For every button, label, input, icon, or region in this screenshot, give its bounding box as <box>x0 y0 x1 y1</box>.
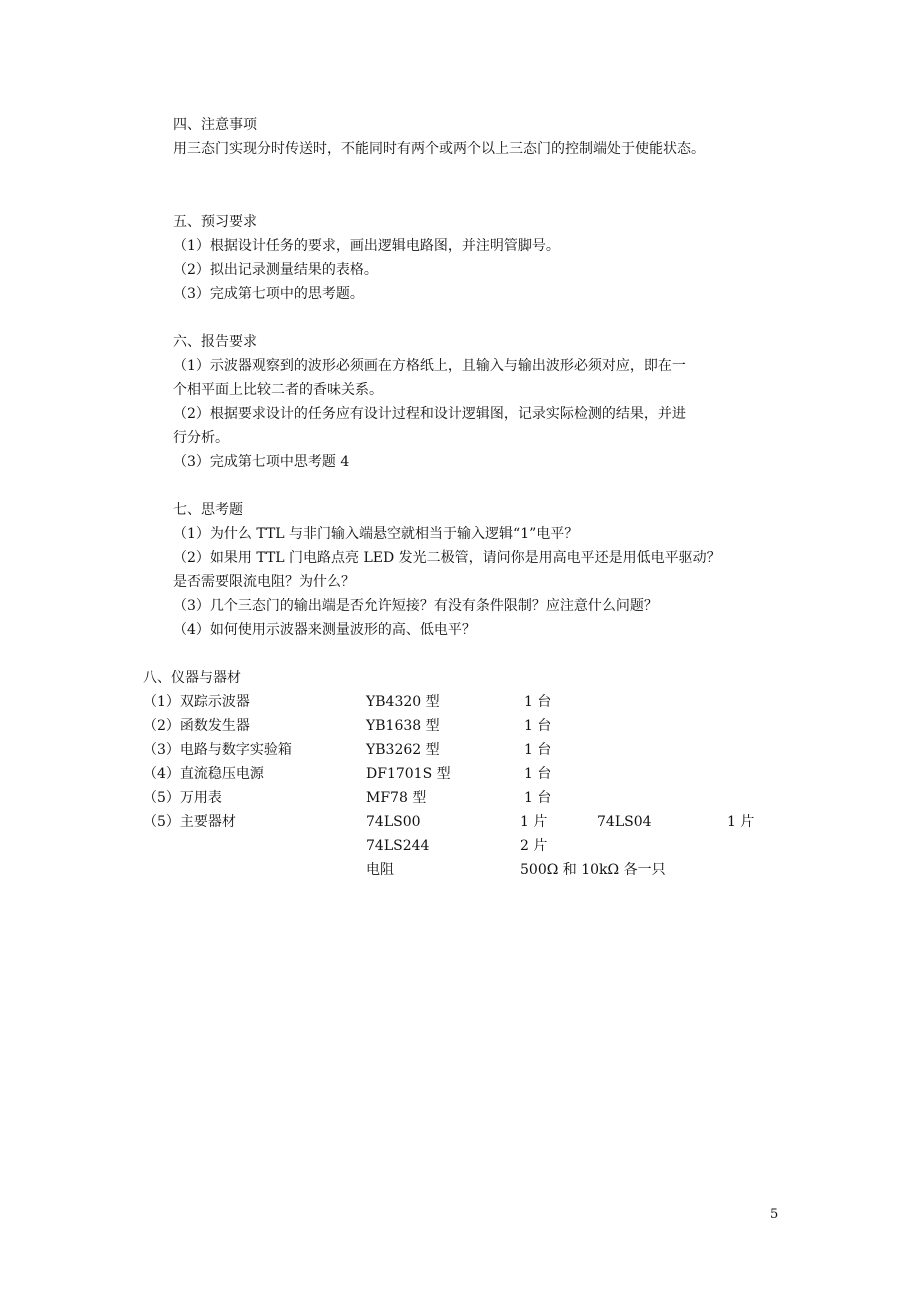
section4-heading: 四、注意事项 <box>173 117 257 133</box>
section6-line: （1）示波器观察到的波形必须画在方格纸上，且输入与输出波形必须对应，即在一 <box>173 358 686 374</box>
section5-item: （2）拟出记录测量结果的表格。 <box>173 262 378 278</box>
equipment-model: DF1701S 型 <box>366 766 451 782</box>
equipment-model: YB3262 型 <box>366 742 440 758</box>
equipment-model: YB1638 型 <box>366 718 440 734</box>
equipment-name: （5）万用表 <box>143 790 222 806</box>
equipment-qty: 1 台 <box>524 718 552 734</box>
section7-line: 是否需要限流电阻？为什么？ <box>173 574 355 590</box>
section7-heading: 七、思考题 <box>173 502 243 518</box>
equipment-name: （4）直流稳压电源 <box>143 766 264 782</box>
equipment-qty: 1 片 <box>520 814 548 830</box>
section6-line: （3）完成第七项中思考题 4 <box>173 454 350 470</box>
equipment-qty-2: 1 片 <box>727 814 755 830</box>
equipment-model: 74LS00 <box>366 814 421 830</box>
section7-line: （3）几个三态门的输出端是否允许短接？有没有条件限制？应注意什么问题？ <box>173 598 658 614</box>
equipment-name: （2）函数发生器 <box>143 718 250 734</box>
section6-line: 行分析。 <box>173 430 229 446</box>
section8-heading: 八、仪器与器材 <box>143 670 241 686</box>
page-number: 5 <box>770 1207 779 1222</box>
equipment-name: （5）主要器材 <box>143 814 236 830</box>
section6-heading: 六、报告要求 <box>173 334 257 350</box>
equipment-qty: 1 台 <box>524 790 552 806</box>
equipment-model: YB4320 型 <box>366 694 440 710</box>
section7-line: （4）如何使用示波器来测量波形的高、低电平？ <box>173 622 476 638</box>
section7-line: （1）为什么 TTL 与非门输入端悬空就相当于输入逻辑“1”电平？ <box>173 526 579 542</box>
section6-line: 个相平面上比较二者的香味关系。 <box>173 382 383 398</box>
section7-line: （2）如果用 TTL 门电路点亮 LED 发光二极管，请问你是用高电平还是用低电平驱动？ <box>173 550 721 566</box>
equipment-qty: 2 片 <box>520 838 548 854</box>
equipment-qty: 500Ω 和 10kΩ 各一只 <box>520 862 666 878</box>
equipment-model: 电阻 <box>366 862 394 878</box>
equipment-model: MF78 型 <box>366 790 427 806</box>
section4-text: 用三态门实现分时传送时，不能同时有两个或两个以上三态门的控制端处于使能状态。 <box>173 141 705 157</box>
equipment-model: 74LS244 <box>366 838 430 854</box>
section6-line: （2）根据要求设计的任务应有设计过程和设计逻辑图，记录实际检测的结果，并进 <box>173 406 686 422</box>
equipment-qty: 1 台 <box>524 742 552 758</box>
equipment-name: （3）电路与数字实验箱 <box>143 742 292 758</box>
equipment-qty: 1 台 <box>524 766 552 782</box>
section5-item: （3）完成第七项中的思考题。 <box>173 286 364 302</box>
section5-item: （1）根据设计任务的要求，画出逻辑电路图，并注明管脚号。 <box>173 238 560 254</box>
equipment-name: （1）双踪示波器 <box>143 694 250 710</box>
equipment-qty: 1 台 <box>524 694 552 710</box>
equipment-model-2: 74LS04 <box>597 814 652 830</box>
section5-heading: 五、预习要求 <box>173 214 257 230</box>
